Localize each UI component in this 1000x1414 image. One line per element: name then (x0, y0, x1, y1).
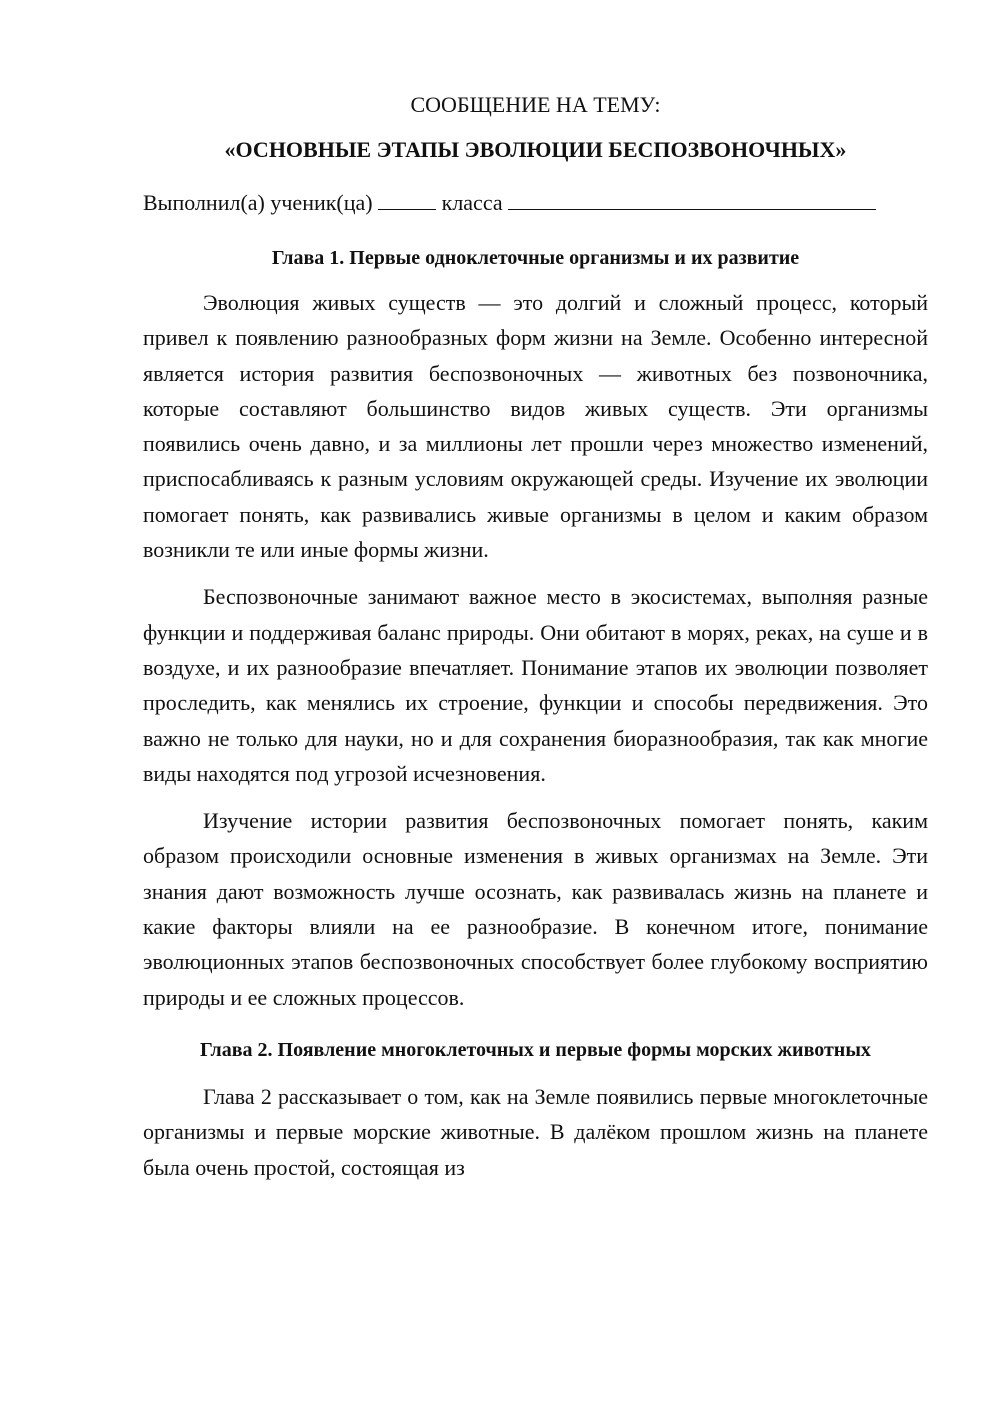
author-middle: класса (441, 190, 503, 215)
document-subtitle: «ОСНОВНЫЕ ЭТАПЫ ЭВОЛЮЦИИ БЕСПОЗВОНОЧНЫХ» (224, 137, 847, 162)
grade-blank (378, 187, 436, 210)
document-title: СООБЩЕНИЕ НА ТЕМУ: (410, 92, 661, 117)
chapter1-paragraph: Изучение истории развития беспозвоночных помогает понять, каким образом происходили основные изменения в живых организмах на Земле. Эти знания дают возможность лучше осознать, как развивалась жизнь на планете и какие факторы влияли на ее разнообразие. В конечном итоге, понимание эволюционных этапов беспозвоночных способствует более глубокому восприятию природы и ее сложных процессов. (143, 808, 928, 1010)
author-line (143, 187, 928, 218)
chapter2-heading: Глава 2. Появление многоклеточных и первые формы морских животных (200, 1038, 871, 1061)
chapter1-paragraph: Беспозвоночные занимают важное место в экосистемах, выполняя разные функции и поддерживая баланс природы. Они обитают в морях, реках, на суше и в воздухе, и их разнообразие впечатляет. Понимание этапов их эволюции позволяет проследить, как менялись их строение, функции и способы передвижения. Это важно не только для науки, но и для сохранения биоразнообразия, так как многие виды находятся под угрозой исчезновения. (143, 584, 928, 786)
chapter1-heading: Глава 1. Первые одноклеточные организмы и их развитие (271, 247, 800, 269)
chapter2-paragraph: Глава 2 рассказывает о том, как на Земле появились первые многоклеточные организмы и первые морские животные. В далёком прошлом жизнь на планете была очень простой, состоящая из (143, 1083, 928, 1180)
chapter1-paragraph: Эволюция живых существ — это долгий и сложный процесс, который привел к появлению разнообразных форм жизни на Земле. Особенно интересной является история развития беспозвоночных — животных без позвоночника, которые составляют большинство видов живых существ. Эти организмы появились очень давно, и за миллионы лет прошли через множество изменений, приспосабливаясь к разным условиям окружающей среды. Изучение их эволюции помогает понять, как развивались живые организмы в целом и каким образом возникли те или иные формы жизни. (143, 290, 928, 563)
author-prefix: Выполнил(а) ученик(ца) (143, 190, 373, 215)
document-page (143, 90, 928, 1390)
name-blank (508, 187, 876, 210)
